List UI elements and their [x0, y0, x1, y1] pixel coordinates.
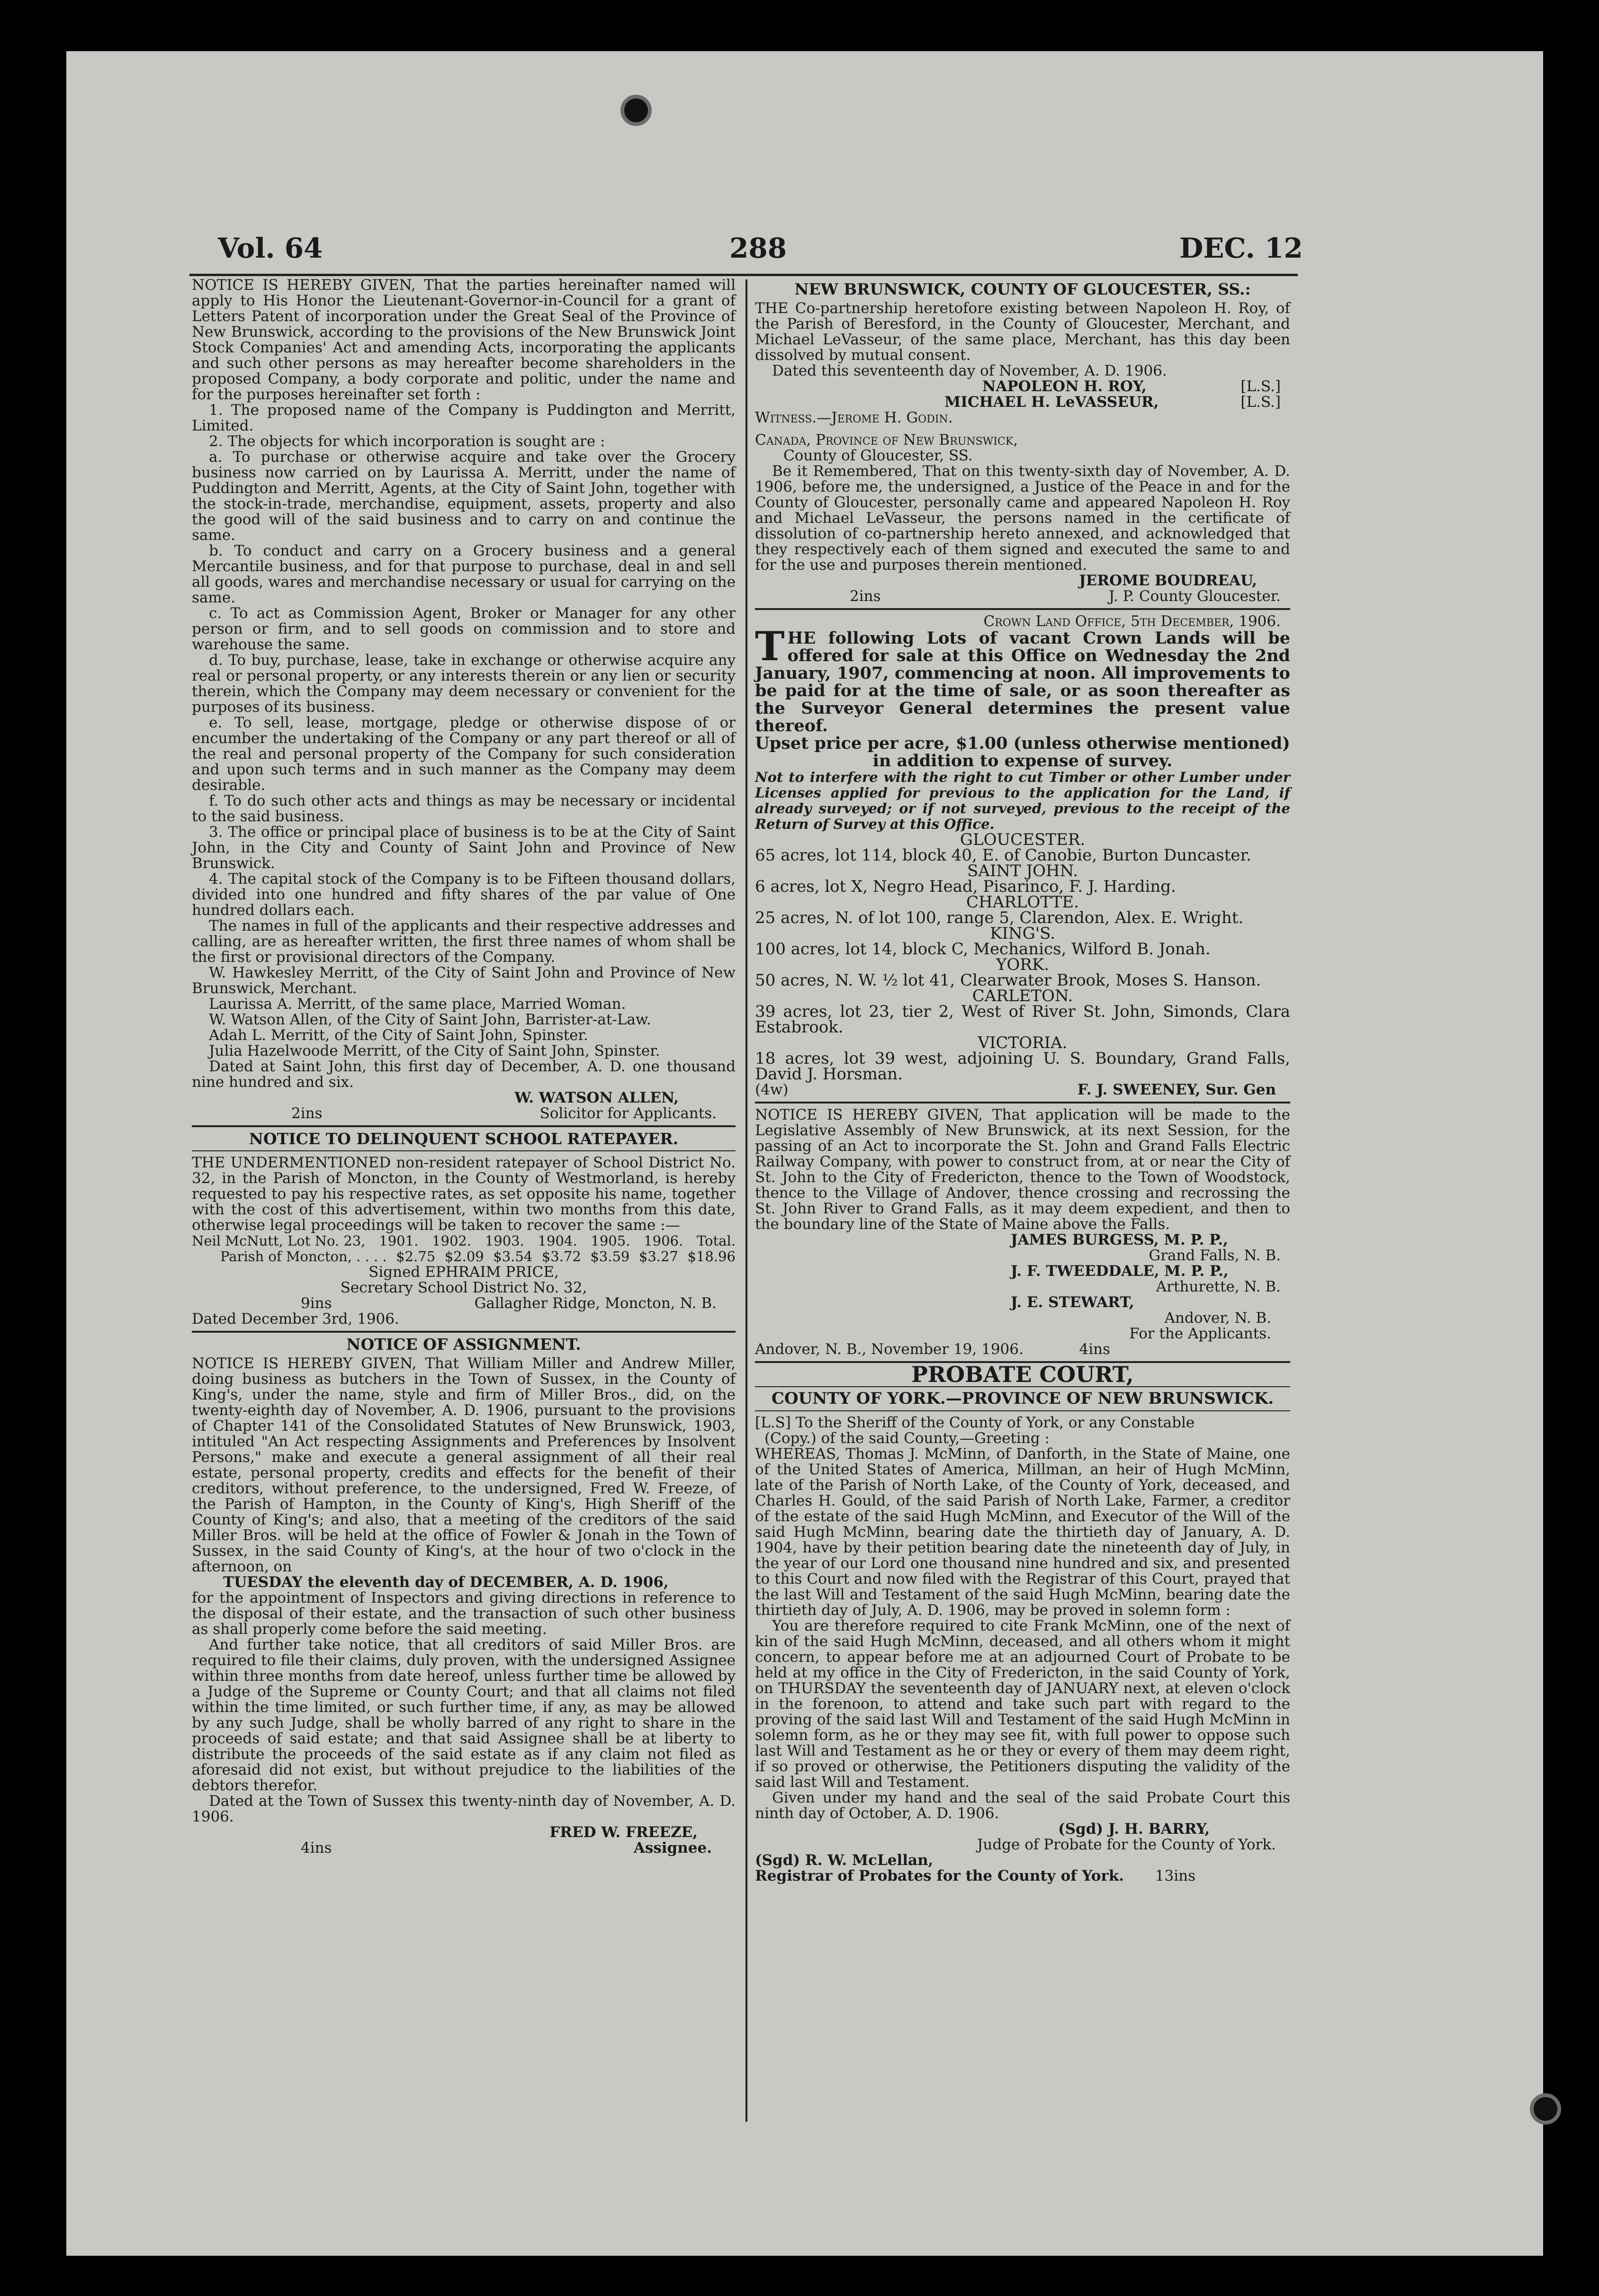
legislative-dated: Andover, N. B., November 19, 1906. [755, 1341, 1024, 1358]
year-1903: 1903. [485, 1233, 524, 1249]
insertion-count: 4ins [301, 1839, 332, 1857]
lot-county: YORK. [996, 955, 1050, 974]
applicant-2: Laurissa A. Merritt, of the same place, Married Woman. [209, 996, 626, 1013]
assignment-title: NOTICE OF ASSIGNMENT. [346, 1335, 581, 1354]
lot-description: 39 acres, lot 23, tier 2, West of River St. John, Simonds, Clara Estabrook. [755, 1002, 1290, 1037]
probate-given: Given under my hand and the seal of the said Probate Court this ninth day of October, A. D. 1906. [755, 1789, 1290, 1822]
probate-whereas: WHEREAS, Thomas J. McMinn, of Danforth, in the State of Maine, one of the United States of America, Millman, an heir of Hugh McMinn, late of the Parish of North Lake, of the County of York, deceased, and Charles H. Gould, of the said Parish of North Lake, Farmer, a creditor of the estate of the said Hugh McMinn, and Executor of the Will of the said Hugh McMinn, bearing date the thirtieth day of January, A. D. 1904, have by their petition bearing date the nineteenth day of July, in the year of our Lord one thousand nine hundred and six, and presented to this Court and now filed with the Registrar of this Court, prayed that the last Will and Testament of the said Hugh McMinn, bearing date the thirtieth day of July, A. D. 1906, may be proved in solemn form : [755, 1445, 1290, 1619]
company-name-clause: 1. The proposed name of the Company is Puddington and Merritt, Limited. [192, 402, 736, 434]
for-applicants: For the Applicants. [1129, 1325, 1271, 1342]
lot-description: 25 acres, N. of lot 100, range 5, Clarendon, Alex. E. Wright. [755, 908, 1244, 927]
signature-levasseur [755, 395, 1290, 410]
ratepayer-name: Neil McNutt, Lot No. 23, [192, 1233, 366, 1249]
lot-county: VICTORIA. [978, 1033, 1068, 1052]
lot-description: 50 acres, N. W. ½ lot 41, Clearwater Brook, Moses S. Hanson. [755, 971, 1261, 990]
amount-1903: $3.54 [493, 1248, 533, 1265]
section-rule [192, 1125, 736, 1127]
year-1906: 1906. [644, 1233, 683, 1249]
probate-citation: You are therefore required to cite Frank McMinn, one of the next of kin of the said Hugh McMinn, deceased, and all others whom it might concern, to appear before me at an adjourned Court of Probate to be held at my office in the City of Fredericton, in the said County of York, on THURSDAY the seventeenth day of JANUARY next, at eleven o'clock in the forenoon, to attend and take such part with regard to the proving of the said last Will and Testament of the said Hugh McMinn in solemn form, as he or they may see fit, with full power to oppose such last Will and Testament as he or they or every of them may deem right, if so proved or otherwise, the Petitioners disputing the validity of the said last Will and Testament. [755, 1617, 1290, 1791]
crown-lots [755, 832, 1290, 1082]
lot-county: CHARLOTTE. [966, 893, 1079, 912]
amount-1901: $2.75 [396, 1248, 436, 1265]
delinquent-secretary: Secretary School District No. 32, [340, 1279, 587, 1296]
object-c: c. To act as Commission Agent, Broker or Manager for any other person or firm, and to sell goods on commission and to store and warehouse the same. [192, 605, 736, 653]
object-d: d. To buy, purchase, lease, take in exchange or otherwise acquire any real or personal property, or any interests therein or any lien or security therein, which the Company may deem necessary or convenient for the purposes of its business. [192, 652, 736, 716]
probate-registrar-signature: (Sgd) R. W. McLellan, [755, 1852, 934, 1869]
applicant-1: W. Hawkesley Merritt, of the City of Saint John and Province of New Brunswick, Merchant. [192, 964, 736, 997]
volume-label: Vol. 64 [218, 232, 323, 264]
crown-footer [755, 1082, 1290, 1098]
assignment-footer [192, 1840, 736, 1856]
meeting-date: TUESDAY the eleventh day of DECEMBER, A. D. 1906, [223, 1574, 669, 1591]
jp-name: JEROME BOUDREAU, [1079, 572, 1257, 589]
probate-title: PROBATE COURT, [911, 1362, 1134, 1387]
legislative-notice: NOTICE IS HEREBY GIVEN, That application will be made to the Legislative Assembly of New Brunswick, at its next Session, for the passing of an Act to incorporate the St. John and Grand Falls Electric Railway Company, with power to construct from, at or near the City of St. John to the City of Fredericton, thence to the Town of Woodstock, thence to the Village of Andover, thence crossing and recrossing the St. John River to Grand Falls, as it may deem expedient, and then to the boundary line of the State of Maine above the Falls. [755, 1106, 1290, 1233]
crown-office-date: Crown Land Office, 5th December, 1906. [983, 613, 1281, 630]
crown-lands-notice: THE following Lots of vacant Crown Lands will be offered for sale at this Office on Wednesday the 2nd January, 1907, commencing at noon. All improvements to be paid for at the time of sale, or as soon thereafter as the Surveyor General determines the present value thereof. [755, 623, 1290, 735]
applicant-5: Julia Hazelwoode Merritt, of the City of Saint John, Spinster. [209, 1042, 660, 1059]
insertion-count: 13ins [1155, 1867, 1195, 1884]
incorporation-signer: W. WATSON ALLEN, [514, 1089, 679, 1106]
object-e: e. To sell, lease, mortgage, pledge or otherwise dispose of or encumber the undertaking of the Company or any part thereof or all of the real and personal property of the Company for such consideration and upon such terms and in such manner as the Company may deem desirable. [192, 714, 736, 794]
year-1901: 1901. [379, 1233, 419, 1249]
year-1902: 1902. [432, 1233, 472, 1249]
jp-title: J. P. County Gloucester. [1108, 588, 1281, 605]
incorporation-dated: Dated at Saint John, this first day of December, A. D. one thousand nine hundred and six. [192, 1058, 736, 1091]
ratepayer-parish: Parish of Moncton, . . . . [220, 1248, 387, 1265]
probate-county: COUNTY OF YORK.—PROVINCE OF NEW BRUNSWICK. [771, 1389, 1274, 1408]
delinquent-title: NOTICE TO DELINQUENT SCHOOL RATEPAYER. [249, 1130, 679, 1148]
dissolution-notice: THE Co-partnership heretofore existing between Napoleon H. Roy, of the Parish of Beresford, in the County of Gloucester, Merchant, and Michael LeVasseur, of the same place, Merchant, has this day been dissolved by mutual consent. [755, 300, 1290, 364]
tweeddale-address: Arthurette, N. B. [1156, 1278, 1281, 1295]
insertion-count: (4w) [755, 1081, 789, 1098]
dissolution-dated: Dated this seventeenth day of November, A. D. 1906. [772, 362, 1167, 379]
insertion-count: 2ins [850, 588, 881, 605]
insertion-count: 4ins [1079, 1341, 1110, 1358]
office-clause: 3. The office or principal place of business is to be at the City of Saint John, in the City and County of Saint John and Province of New Brunswick. [192, 824, 736, 872]
lot-county: SAINT JOHN. [967, 861, 1078, 880]
delinquent-signed: Signed EPHRAIM PRICE, [368, 1264, 559, 1281]
amount-total: $18.96 [687, 1248, 736, 1265]
stewart-address: Andover, N. B. [1164, 1309, 1271, 1327]
punch-hole-top [620, 95, 652, 126]
lot-description: 100 acres, lot 14, block C, Mechanics, Wilford B. Jonah. [755, 940, 1211, 959]
assignment-dated: Dated at the Town of Sussex this twenty-ninth day of November, A. D. 1906. [192, 1793, 736, 1825]
probate-greeting: (Copy.) of the said County,—Greeting : [764, 1430, 1050, 1447]
incorporation-notice: NOTICE IS HEREBY GIVEN, That the parties hereinafter named will apply to His Honor the Lieutenant-Governor-in-Council for a grant of Letters Patent of incorporation under the Great Seal of the Province of New Brunswick, according to the provisions of the New Brunswick Joint Stock Companies' Act and amending Acts, incorporating the applicants and such other persons as may hereafter become shareholders in the proposed Company, a body corporate and politic, under the name and for the purposes hereinafter set forth : [192, 277, 736, 403]
year-1905: 1905. [591, 1233, 630, 1249]
surveyor-general: F. J. SWEENEY, Sur. Gen [1077, 1081, 1276, 1098]
delinquent-address: Gallagher Ridge, Moncton, N. B. [474, 1295, 717, 1312]
upset-price: Upset price per acre, $1.00 (unless otherwise mentioned) in addition to expense of survey. [755, 734, 1290, 771]
assignee-name: FRED W. FREEZE, [549, 1824, 698, 1841]
probate-judge-title: Judge of Probate for the County of York. [977, 1836, 1276, 1853]
canada-province: Canada, Province of New Brunswick, [755, 431, 1018, 448]
signer-roy: NAPOLEON H. ROY, [982, 378, 1147, 395]
year-1904: 1904. [538, 1233, 577, 1249]
legislative-footer [755, 1342, 1290, 1357]
jp-footer [755, 589, 1290, 604]
timber-note: Not to interfere with the right to cut Timber or other Lumber under Licenses applied for previous to the application for the Land, if already surveyed; or if not surveyed, previous to the receipt of the Return of Survey at this Office. [755, 769, 1290, 832]
gloucester-title: NEW BRUNSWICK, COUNTY OF GLOUCESTER, SS.: [794, 280, 1251, 298]
probate-address: [L.S] To the Sheriff of the County of York, or any Constable [755, 1414, 1195, 1431]
section-rule [755, 1102, 1290, 1103]
seal-mark: [L.S.] [1240, 378, 1281, 395]
header-rule [189, 274, 1298, 276]
object-a: a. To purchase or otherwise acquire and take over the Grocery business now carried on by Laurissa A. Merritt, under the name of Puddington and Merritt, Agents, at the City of Saint John, together with the stock-in-trade, merchandise, equipment, assets, property and also the good will of the said business and to carry on and continue the same. [192, 448, 736, 544]
right-column [755, 278, 1290, 1884]
seal-mark: [L.S.] [1240, 394, 1281, 411]
applicant-burgess: JAMES BURGESS, M. P. P., [1011, 1231, 1228, 1248]
lot-description: 65 acres, lot 114, block 40, E. of Canobie, Burton Duncaster. [755, 846, 1251, 865]
issue-date: DEC. 12 [1179, 232, 1303, 264]
probate-footer [755, 1868, 1290, 1884]
page-number: 288 [729, 232, 787, 264]
rates-table-header [192, 1233, 736, 1249]
section-rule [192, 1150, 736, 1151]
applicant-3: W. Watson Allen, of the City of Saint John, Barrister-at-Law. [209, 1011, 651, 1028]
object-f: f. To do such other acts and things as may be necessary or incidental to the said business. [192, 792, 736, 825]
applicant-tweeddale: J. F. TWEEDDALE, M. P. P., [1011, 1263, 1229, 1280]
lot-county: CARLETON. [972, 987, 1073, 1005]
signature-roy [755, 379, 1290, 395]
lot-county: KING'S. [990, 924, 1055, 943]
object-b: b. To conduct and carry on a Grocery business and a general Mercantile business, and for that purpose to purchase, deal in and sell all goods, wares and merchandise necessary or usual for carrying on the same. [192, 542, 736, 606]
signer-title: Solicitor for Applicants. [539, 1105, 717, 1122]
insertion-count: 2ins [291, 1105, 323, 1122]
assignment-purpose: for the appointment of Inspectors and giving directions in reference to the disposal of their estate, and the transaction of such other business as shall properly come before the said meeting. [192, 1589, 736, 1638]
amount-1904: $3.72 [541, 1248, 581, 1265]
section-rule [755, 608, 1290, 610]
probate-judge-signature: (Sgd) J. H. BARRY, [1058, 1821, 1210, 1838]
amount-1902: $2.09 [444, 1248, 484, 1265]
lot-description: 18 acres, lot 39 west, adjoining U. S. Boundary, Grand Falls, David J. Horsman. [755, 1049, 1290, 1084]
applicant-4: Adah L. Merritt, of the City of Saint John, Spinster. [209, 1027, 588, 1044]
applicants-clause: The names in full of the applicants and their respective addresses and calling, are as hereafter written, the first three names of whom shall be the first or provisional directors of the Company. [192, 917, 736, 966]
amount-1906: $3.27 [638, 1248, 678, 1265]
capital-clause: 4. The capital stock of the Company is to be Fifteen thousand dollars, divided into one hundred and fifty shares of the par value of One hundred dollars each. [192, 870, 736, 919]
lot-county: GLOUCESTER. [960, 830, 1086, 849]
insertion-count: 9ins [301, 1295, 332, 1312]
assignee-title: Assignee. [633, 1839, 712, 1857]
incorporation-footer [192, 1106, 736, 1121]
lot-description: 6 acres, lot X, Negro Head, Pisarinco, F. J. Harding. [755, 877, 1176, 896]
county-gloucester: County of Gloucester, SS. [783, 447, 973, 464]
punch-hole-right [1530, 2093, 1561, 2125]
objects-clause: 2. The objects for which incorporation is sought are : [209, 433, 605, 450]
remembered-clause: Be it Remembered, That on this twenty-sixth day of November, A. D. 1906, before me, the undersigned, a Justice of the Peace in and for the County of Gloucester, personally came and appeared Napoleon H. Roy and Michael LeVasseur, the persons named in the certificate of dissolution of co-partnership hereto annexed, and acknowledged that they respectively each of them signed and executed the same to and for the use and purposes therein mentioned. [755, 463, 1290, 574]
left-column [192, 278, 736, 1856]
signer-levasseur: MICHAEL H. LeVASSEUR, [944, 394, 1159, 411]
witness-line: Witness.—Jerome H. Godin. [755, 409, 953, 426]
total-label: Total. [696, 1233, 736, 1249]
rates-table-row [192, 1249, 736, 1265]
delinquent-notice: THE UNDERMENTIONED non-resident ratepayer of School District No. 32, in the Parish of Moncton, in the County of Westmorland, is hereby requested to pay his respective rates, as set opposite his name, together with the cost of this advertisement, within two months from this date, otherwise legal proceedings will be taken to recover the same :— [192, 1154, 736, 1234]
probate-registrar-title: Registrar of Probates for the County of York. [755, 1867, 1124, 1884]
column-divider [746, 279, 747, 2122]
assignment-claims: And further take notice, that all creditors of said Miller Bros. are required to file their claims, duly proven, with the undersigned Assignee within three months from date hereof, unless further time be allowed by a Judge of the Supreme or County Court; and that all claims not filed within the time limited, or such further time, if any, as may be allowed by any such Judge, shall be wholly barred of any right to share in the proceeds of said estate; and that said Assignee shall be at liberty to distribute the proceeds of the said estate as if any claim not filed as aforesaid did not exist, but without prejudice to the liabilities of the debtors therefor. [192, 1636, 736, 1794]
section-rule [755, 1410, 1290, 1411]
burgess-address: Grand Falls, N. B. [1149, 1247, 1281, 1264]
delinquent-dated: Dated December 3rd, 1906. [192, 1310, 399, 1327]
section-rule [192, 1331, 736, 1333]
delinquent-footer [192, 1296, 736, 1311]
assignment-notice: NOTICE IS HEREBY GIVEN, That William Miller and Andrew Miller, doing business as butchers in the Town of Sussex, in the County of King's, under the name, style and firm of Miller Bros., did, on the twenty-eighth day of November, A. D. 1906, pursuant to the provisions of Chapter 141 of the Consolidated Statutes of New Brunswick, 1903, intituled "An Act respecting Assignments and Preferences by Insolvent Persons," make and execute a general assignment of all their real estate, personal property, credits and effects for the benefit of their creditors, without preference, to the undersigned, Fred W. Freeze, of the Parish of Hampton, in the County of King's, High Sheriff of the County of King's; and also, that a meeting of the creditors of the said Miller Bros. will be held at the office of Fowler & Jonah in the Town of Sussex, in the said County of King's, at the hour of two o'clock in the afternoon, on [192, 1355, 736, 1575]
applicant-stewart: J. E. STEWART, [1011, 1294, 1134, 1311]
amount-1905: $3.59 [590, 1248, 630, 1265]
